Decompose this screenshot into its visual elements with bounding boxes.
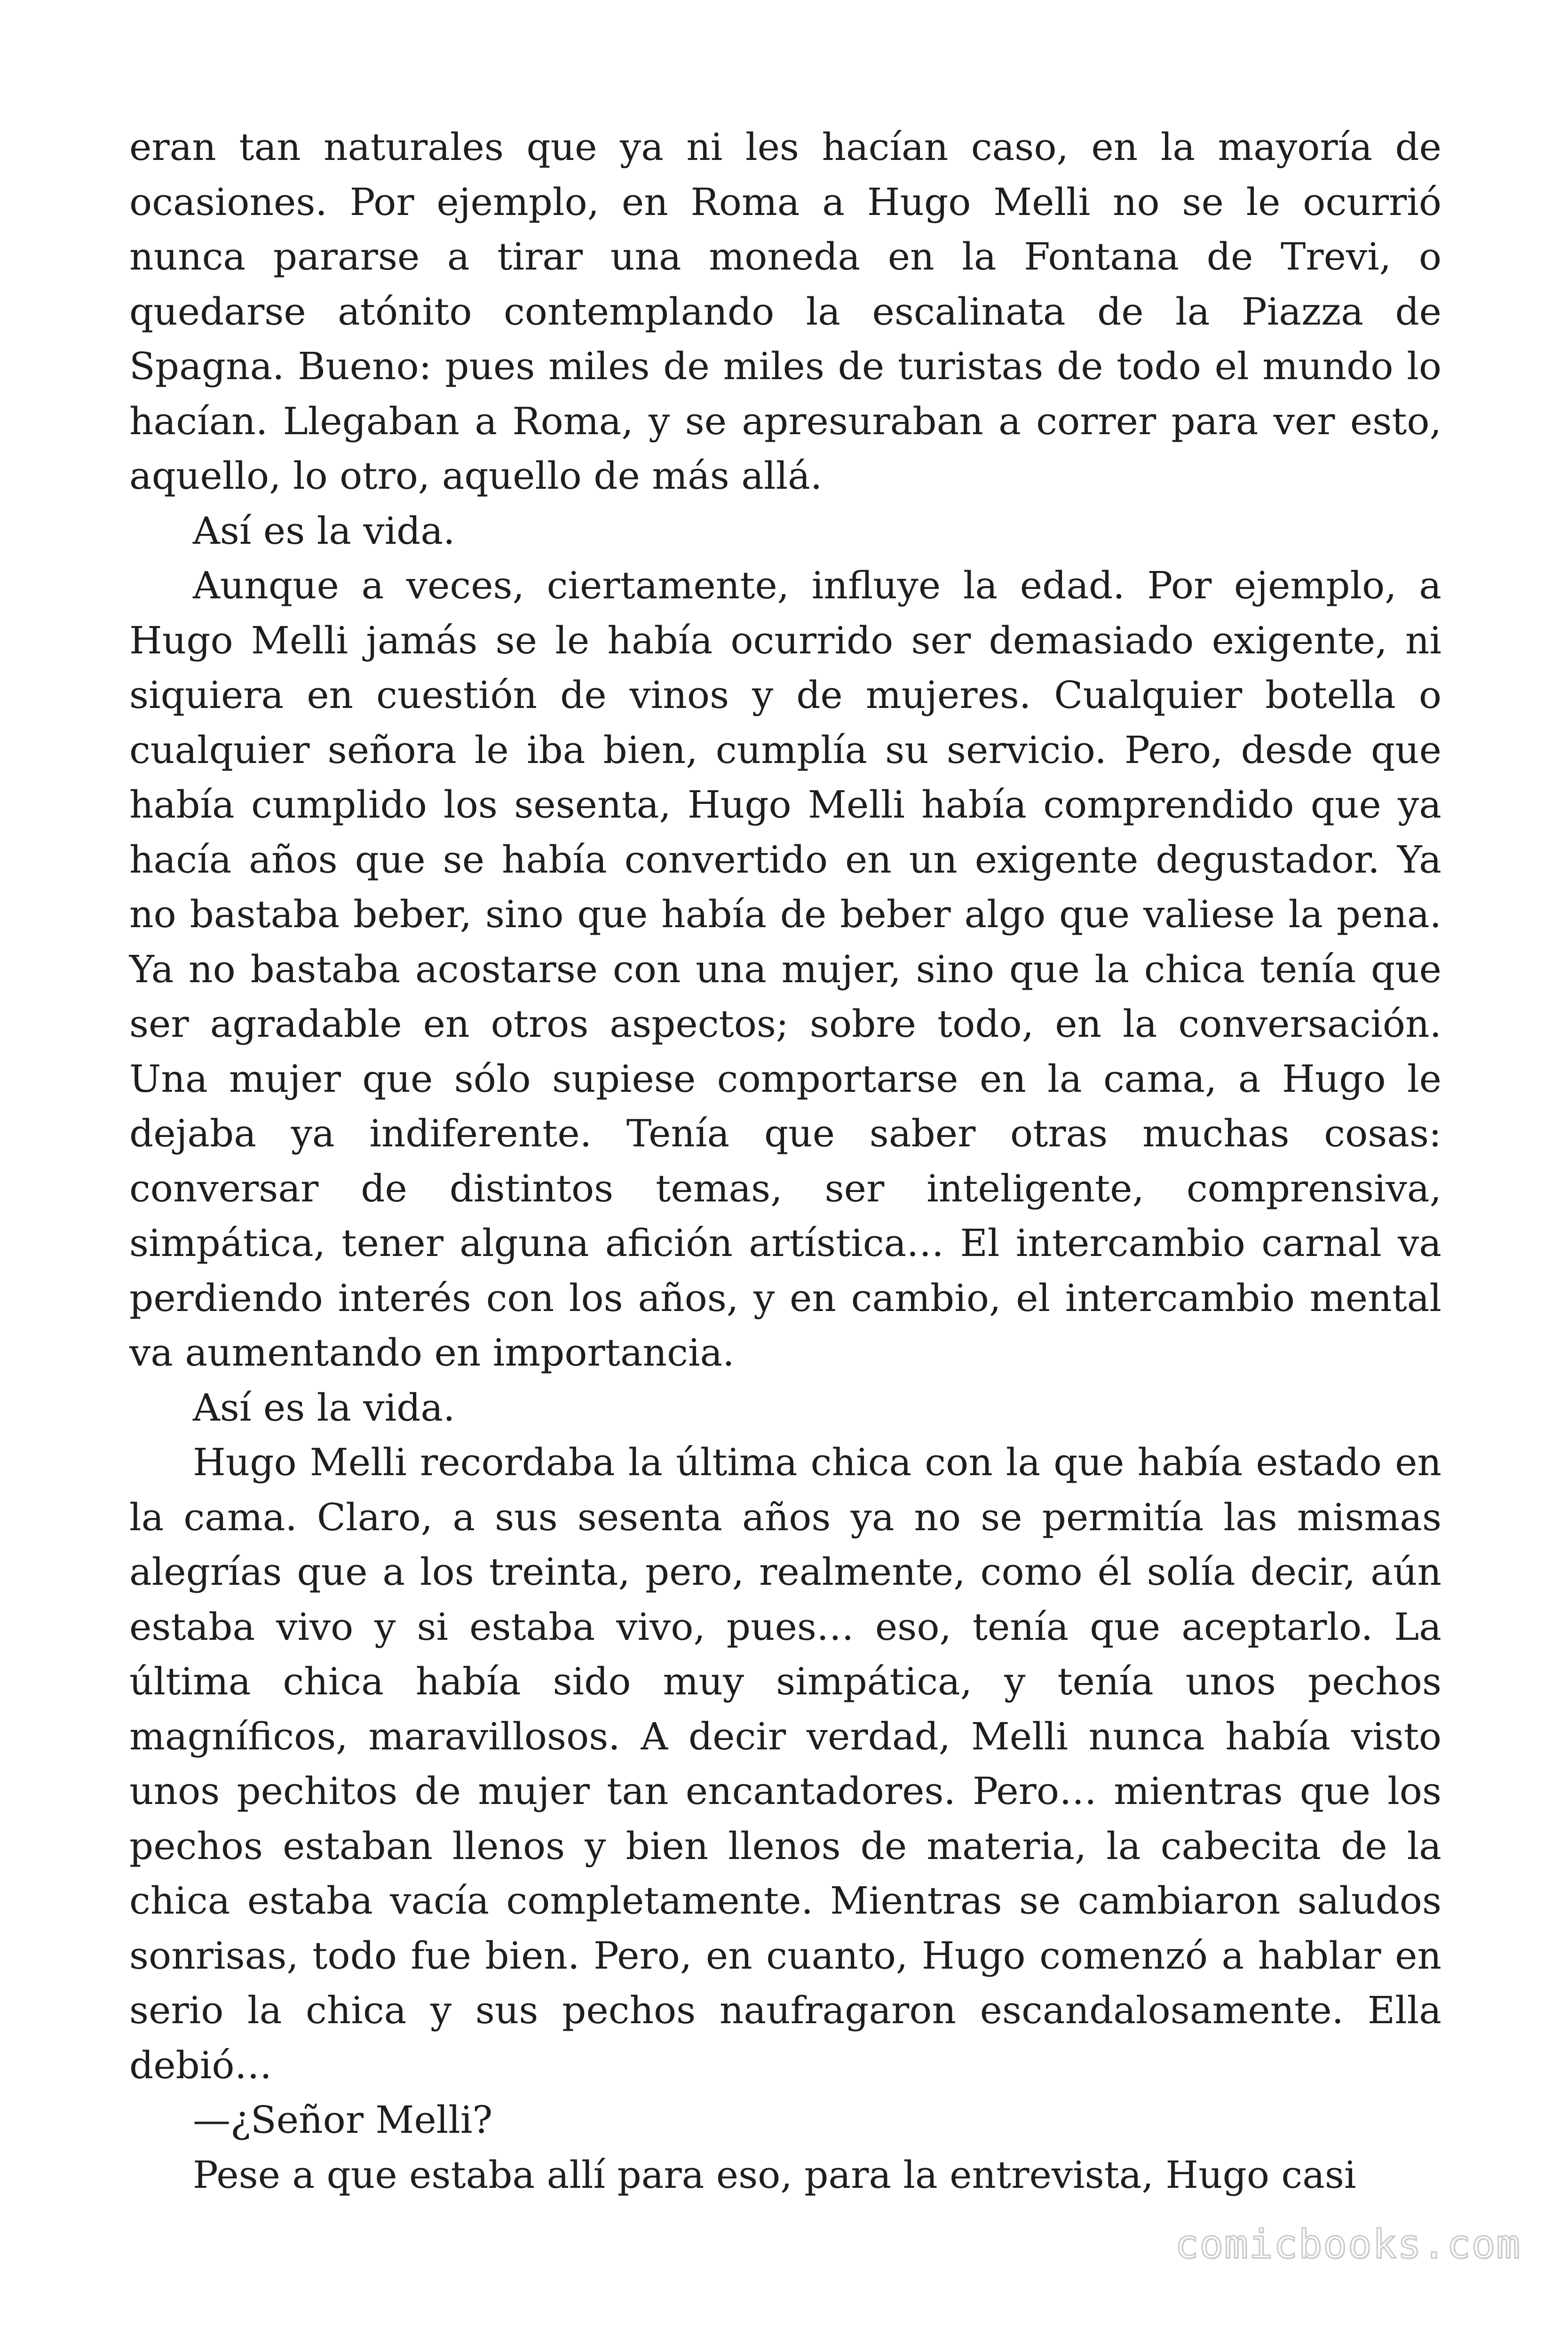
paragraph-5: Hugo Melli recordaba la última chica con la que había estado en la cama. Claro, a sus sesenta años ya no se permitía las mismas alegrías que a los treinta, pero, realmente, como él solía decir, aún estaba vivo y si estaba vivo, pues… eso, tenía que aceptarlo. La última chica había sido muy simpática, y tenía unos pechos magníficos, maravillosos. A decir verdad, Melli nunca había visto unos pechitos de mujer tan encantadores. Pero… mientras que los pechos estaban llenos y bien llenos de materia, la cabecita de la chica estaba vacía completamente. Mientras se cambiaron saludos sonrisas, todo fue bien. Pero, en cuanto, Hugo comenzó a hablar en serio la chica y sus pechos naufragaron escandalosamente. Ella debió… — [129, 1440, 1441, 2087]
page-text — [129, 120, 1441, 2218]
paragraph-2: Así es la vida. — [193, 509, 455, 553]
paragraph-6: —¿Señor Melli? — [193, 2098, 493, 2142]
watermark: comicbooks.com — [1174, 2221, 1521, 2267]
paragraph-1: eran tan naturales que ya ni les hacían caso, en la mayoría de ocasiones. Por ejemplo, en Roma a Hugo Melli no se le ocurrió nunca pararse a tirar una moneda en la Fontana de Trevi, o quedarse atónito contemplando la escalinata de la Piazza de Spagna. Bueno: pues miles de miles de turistas de todo el mundo lo hacían. Llegaban a Roma, y se apresuraban a correr para ver esto, aquello, lo otro, aquello de más allá. — [129, 125, 1441, 498]
paragraph-7: Pese a que estaba allí para eso, para la entrevista, Hugo casi — [193, 2153, 1356, 2197]
paragraph-3: Aunque a veces, ciertamente, influye la edad. Por ejemplo, a Hugo Melli jamás se le había ocurrido ser demasiado exigente, ni siquiera en cuestión de vinos y de mujeres. Cualquier botella o cualquier señora le iba bien, cumplía su servicio. Pero, desde que había cumplido los sesenta, Hugo Melli había comprendido que ya hacía años que se había convertido en un exigente degustador. Ya no bastaba beber, sino que había de beber algo que valiese la pena. Ya no bastaba acostarse con una mujer, sino que la chica tenía que ser agradable en otros aspectos; sobre todo, en la conversación. Una mujer que sólo supiese comportarse en la cama, a Hugo le dejaba ya indiferente. Tenía que saber otras muchas cosas: conversar de distintos temas, ser inteligente, comprensiva, simpática, tener alguna afición artística… El intercambio carnal va perdiendo interés con los años, y en cambio, el intercambio mental va aumentando en importancia. — [129, 564, 1441, 1375]
paragraph-4: Así es la vida. — [193, 1385, 455, 1430]
